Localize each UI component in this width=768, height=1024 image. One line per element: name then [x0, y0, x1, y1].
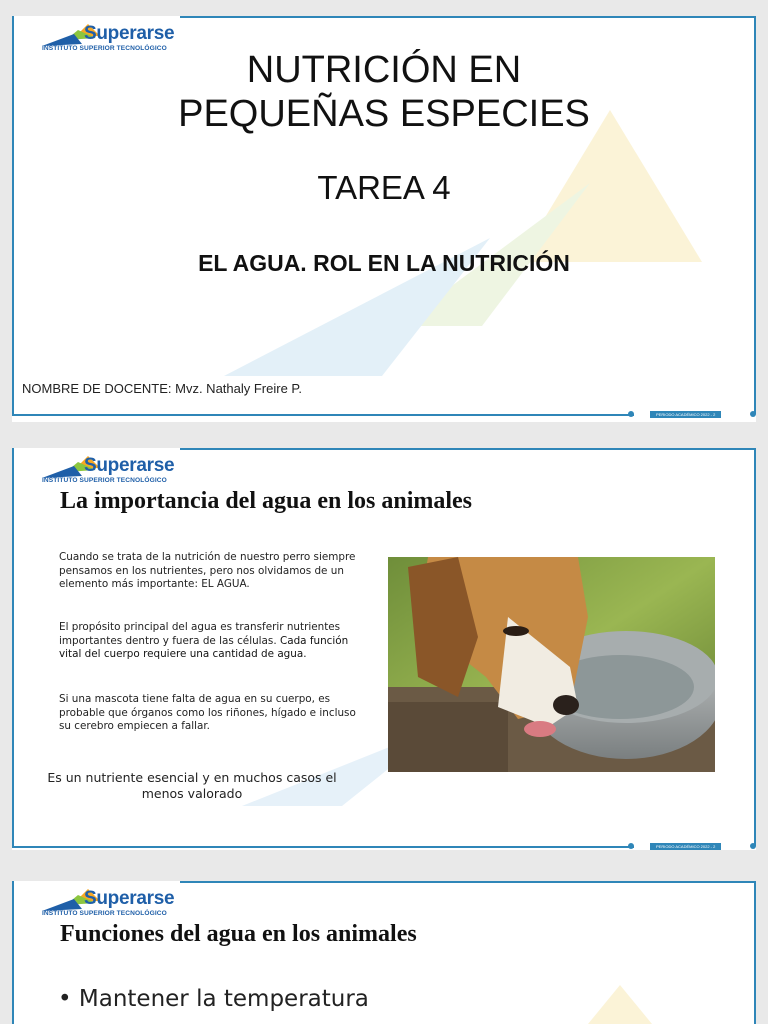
dog-photo-image — [388, 557, 715, 772]
frame-top — [180, 16, 756, 18]
frame-right — [754, 448, 756, 846]
bullet-item: • Mantener la temperatura — [58, 986, 369, 1012]
paragraph-2-part-b: Cada función vital del cuerpo requiere una cantidad de agua. — [59, 634, 349, 661]
paragraph-3: Si una mascota tiene falta de agua en su cuerpo, es probable que órganos como los riñones, hígado e incluso su cerebro empiecen a fallar. — [59, 693, 356, 733]
logo-tagline: INSTITUTO SUPERIOR TECNOLÓGICO — [42, 910, 167, 917]
task-label: TAREA 4 — [317, 169, 451, 206]
bg-triangle-yellow — [588, 985, 652, 1024]
frame-dot — [750, 411, 756, 417]
frame-dot — [750, 843, 756, 849]
frame-right — [754, 881, 756, 1024]
frame-left — [12, 881, 14, 1024]
frame-top — [180, 881, 756, 883]
period-tag: PERIODO ACADÉMICO 2022 - 2 — [650, 843, 721, 850]
frame-top — [180, 448, 756, 450]
beagle-drinking-water-photo — [388, 557, 715, 772]
page-title — [12, 48, 756, 136]
slide-water-functions — [12, 881, 756, 1024]
subtitle: EL AGUA. ROL EN LA NUTRICIÓN — [198, 250, 570, 276]
frame-dot — [628, 843, 634, 849]
logo-tagline: INSTITUTO SUPERIOR TECNOLÓGICO — [42, 45, 167, 52]
frame-bottom — [12, 846, 634, 848]
superarse-logo — [38, 881, 178, 919]
period-tag: PERIODO ACADÉMICO 2022 - 2 — [650, 411, 721, 418]
closing-statement: Es un nutriente esencial y en muchos casos el menos valorado — [47, 770, 337, 801]
title-line-1: NUTRICIÓN EN — [246, 49, 522, 91]
slide-heading: Funciones del agua en los animales — [60, 921, 417, 947]
title-line-2: PEQUEÑAS ESPECIES — [178, 93, 590, 135]
logo-wordmark: Superarse — [84, 455, 175, 476]
logo-wordmark: Superarse — [84, 23, 175, 44]
superarse-logo — [38, 448, 178, 486]
logo-tagline: INSTITUTO SUPERIOR TECNOLÓGICO — [42, 477, 167, 484]
frame-bottom — [12, 414, 634, 416]
paragraph-2 — [59, 621, 359, 662]
slide-heading: La importancia del agua en los animales — [60, 488, 473, 514]
paragraph-2-part-a: El propósito principal del agua es transferir nutrientes importantes dentro y fuera de las células. — [59, 621, 341, 647]
frame-left — [12, 448, 14, 846]
slide-water-importance — [12, 448, 756, 850]
teacher-name: NOMBRE DE DOCENTE: Mvz. Nathaly Freire P. — [22, 381, 303, 396]
paragraph-1: Cuando se trata de la nutrición de nuestro perro siempre pensamos en los nutrientes, pero nos olvidamos de un elemento más importante: EL AGUA. — [59, 551, 356, 591]
logo-wordmark: Superarse — [84, 888, 175, 909]
frame-dot — [628, 411, 634, 417]
bullet-item-text: Mantener la temperatura — [78, 986, 369, 1012]
slide-title — [12, 16, 756, 422]
